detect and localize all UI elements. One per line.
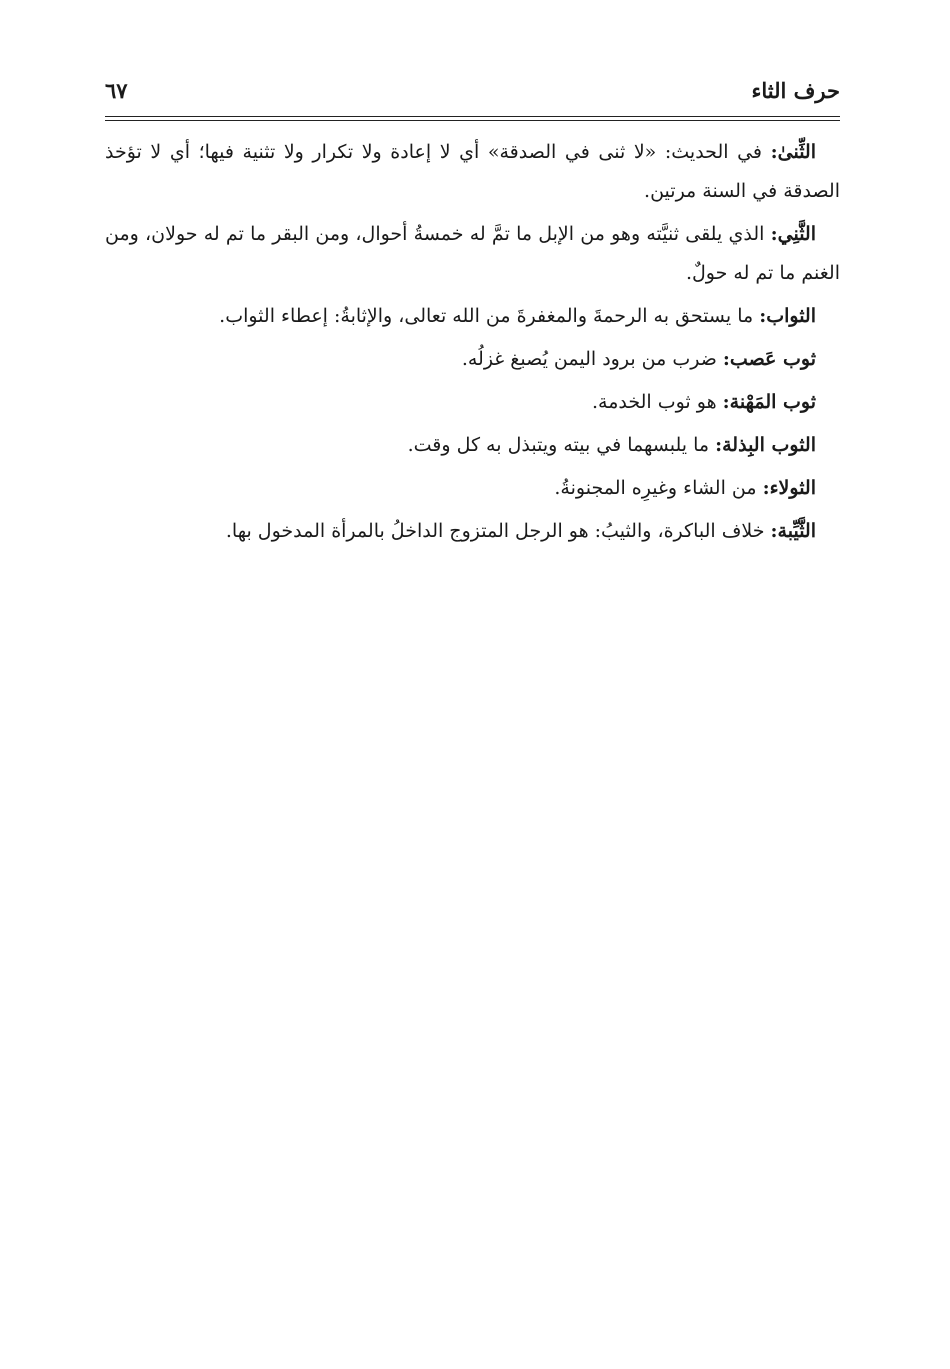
entry-definition: الذي يلقى ثنيَّته وهو من الإبل ما تمَّ له خمسةُ أحوال، ومن البقر ما تم له حولان، ومن الغنم ما تم له حولٌ. xyxy=(105,223,840,284)
glossary-entry xyxy=(105,297,840,336)
entry-definition: ما يلبسهما في بيته ويتبذل به كل وقت. xyxy=(407,434,716,456)
entry-term: ثوب عَصب: xyxy=(722,348,816,370)
running-header xyxy=(105,78,840,112)
page-number: ٦٧ xyxy=(105,78,128,103)
header-rule-thin xyxy=(105,120,840,121)
entry-definition: في الحديث: «لا ثنى في الصدقة» أي لا إعادة ولا تكرار ولا تثنية فيها؛ أي لا تؤخذ الصدقة في السنة مرتين. xyxy=(105,141,840,202)
entry-definition: هو ثوب الخدمة. xyxy=(591,391,723,413)
entry-term: الثوب البِذلة: xyxy=(715,434,816,456)
entry-definition: من الشاء وغيرِه المجنونةُ. xyxy=(554,477,763,499)
glossary-entry xyxy=(105,469,840,508)
entry-term: الثِّنىٰ: xyxy=(770,141,816,163)
entry-term: الثَّيِّبة: xyxy=(770,520,816,542)
glossary-entry xyxy=(105,383,840,422)
glossary-entry xyxy=(105,340,840,379)
book-page xyxy=(105,78,840,555)
entry-term: الثولاء: xyxy=(762,477,816,499)
chapter-title: حرف الثاء xyxy=(751,78,840,103)
glossary-entry xyxy=(105,133,840,211)
glossary-entries xyxy=(105,133,840,551)
glossary-entry xyxy=(105,512,840,551)
header-rule-thick xyxy=(105,116,840,117)
entry-definition: خلاف الباكرة، والثيبُ: هو الرجل المتزوج الداخلُ بالمرأة المدخول بها. xyxy=(225,520,771,542)
glossary-entry xyxy=(105,215,840,293)
glossary-entry xyxy=(105,426,840,465)
entry-definition: ما يستحق به الرحمةَ والمغفرةَ من الله تعالى، والإثابةُ: إعطاء الثواب. xyxy=(219,305,760,327)
entry-term: الثواب: xyxy=(759,305,816,327)
entry-definition: ضرب من برود اليمن يُصبغ غزلُه. xyxy=(461,348,723,370)
entry-term: ثوب المَهْنة: xyxy=(722,391,816,413)
entry-term: الثَّنِي: xyxy=(770,223,816,245)
